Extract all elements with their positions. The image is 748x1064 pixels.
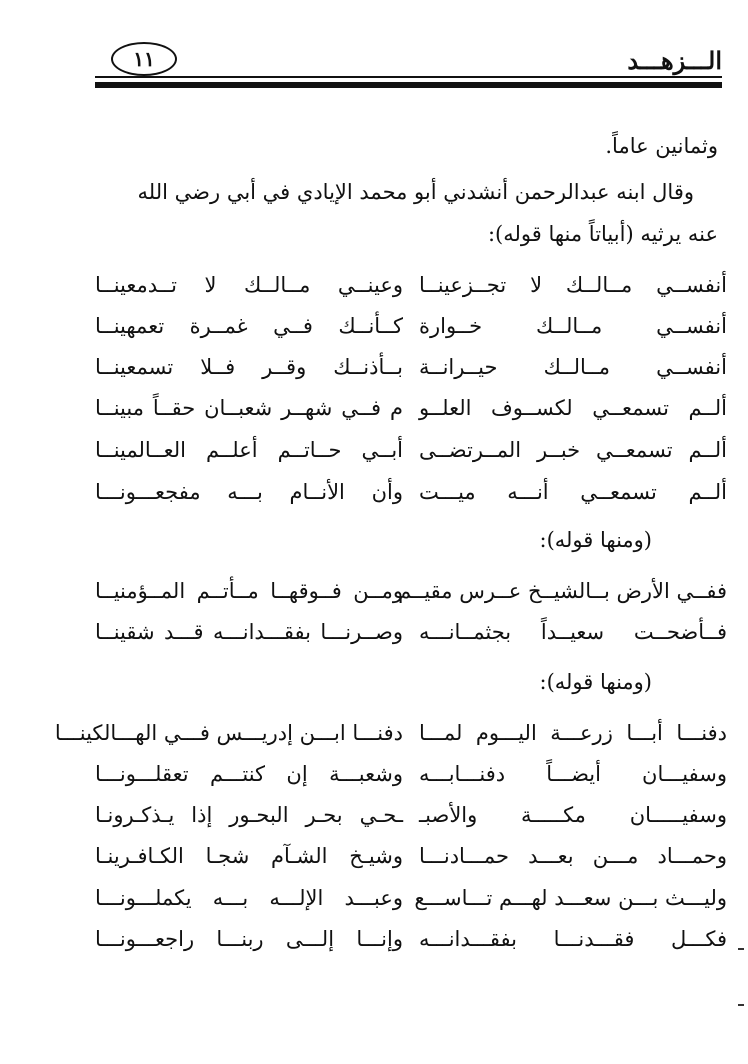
running-title: الـــزهـــد <box>627 46 722 75</box>
verse-first-hemistich: ألــم تسمعــي خبــر المــرتضــى <box>419 438 727 462</box>
verse-2-1 <box>95 578 727 608</box>
verse-second-hemistich: دفنـــا ابـــن إدريـــس فـــي الهـــالكينـــا <box>54 721 403 745</box>
verse-first-hemistich: وسفيـــان أيضـــاً دفنـــابـــه <box>419 762 727 786</box>
verse-first-hemistich: وليـــث بـــن سعـــد لهـــم تـــاســـع <box>414 886 727 910</box>
verse-3-4 <box>95 843 727 873</box>
margin-mark <box>738 1004 744 1006</box>
verse-first-hemistich: ألــم تسمعــي أنـــه ميـــت <box>419 480 727 504</box>
header-rule-thick <box>95 82 722 88</box>
verse-first-hemistich: فكـــل فقـــدنـــا بفقـــدانـــه <box>419 927 727 951</box>
verse-first-hemistich: فــأضحــت سعيــداً بجثمــانـــه <box>419 620 727 644</box>
margin-mark <box>738 948 744 950</box>
verse-first-hemistich: دفنـــا أبـــا زرعـــة اليـــوم لمـــا <box>419 721 727 745</box>
verse-first-hemistich: ألــم تسمعــي لكســوف العلــو <box>419 396 727 420</box>
verse-1-5 <box>95 437 727 467</box>
verse-2-2 <box>95 619 727 649</box>
verse-3-5 <box>95 885 727 915</box>
header-rule-thin <box>95 76 722 78</box>
verse-first-hemistich: ففــي الأرض بــالشيــخ عــرس مقيــم <box>398 579 727 603</box>
section-intro-3: (ومنها قوله): <box>539 670 652 694</box>
page-header <box>95 42 722 90</box>
verse-3-3 <box>95 802 727 832</box>
page-number-badge: ١١ <box>111 42 177 76</box>
verse-second-hemistich: وشعبـــة إن كنتـــم تعقلـــونـــا <box>95 762 403 786</box>
body-line-3: عنه يرثيه (أبياتاً منها قوله): <box>487 222 718 246</box>
verse-3-6 <box>95 926 727 956</box>
verse-second-hemistich: أبــي حــاتــم أعلــم العــالمينــا <box>95 438 403 462</box>
verse-second-hemistich: وإنـــا إلـــى ربنـــا راجعـــونـــا <box>95 927 403 951</box>
verse-second-hemistich: ومــن فــوقهــا مــأتــم المــؤمنيــا <box>95 579 403 603</box>
verse-second-hemistich: ـحـي بحـر البحـور إذا يـذكـرونـا <box>95 803 403 827</box>
body-line-1: وثمانين عاماً. <box>605 134 718 158</box>
body-line-2: وقال ابنه عبدالرحمن أنشدني أبو محمد الإيادي في أبي رضي الله <box>137 180 694 204</box>
verse-first-hemistich: وسفيـــــان مكـــــة والأصبـ <box>419 803 727 827</box>
verse-second-hemistich: وصــرنـــا بفقـــدانـــه قـــد شقينــا <box>95 620 403 644</box>
verse-3-2 <box>95 761 727 791</box>
verse-first-hemistich: أنفســي مــالــك لا تجــزعينــا <box>419 273 727 297</box>
verse-second-hemistich: بــأذنــك وقــر فــلا تسمعينــا <box>95 355 403 379</box>
verse-first-hemistich: وحمـــاد مـــن بعـــد حمـــادنـــا <box>419 844 727 868</box>
verse-1-6 <box>95 479 727 509</box>
section-intro-2: (ومنها قوله): <box>539 528 652 552</box>
verse-3-1 <box>54 720 727 750</box>
verse-1-3 <box>95 354 727 384</box>
verse-1-2 <box>95 313 727 343</box>
verse-second-hemistich: وأن الأنــام بـــه مفجعـــونـــا <box>95 480 403 504</box>
verse-first-hemistich: أنفســي مــالــك خــوارة <box>419 314 727 338</box>
verse-second-hemistich: وشيـخ الشـآم شجـا الكـافـرينـا <box>95 844 403 868</box>
verse-second-hemistich: وعينــي مــالــك لا تــدمعينــا <box>95 273 403 297</box>
verse-second-hemistich: كــأنــك فــي غمــرة تعمهينــا <box>95 314 403 338</box>
verse-1-4 <box>95 395 727 425</box>
verse-second-hemistich: وعبـــد الإلـــه بـــه يكملـــونـــا <box>95 886 403 910</box>
verse-1-1 <box>95 272 727 302</box>
verse-second-hemistich: م فــي شهــر شعبــان حقــاً مبينــا <box>95 396 403 420</box>
verse-first-hemistich: أنفســي مــالــك حيــرانــة <box>419 355 727 379</box>
